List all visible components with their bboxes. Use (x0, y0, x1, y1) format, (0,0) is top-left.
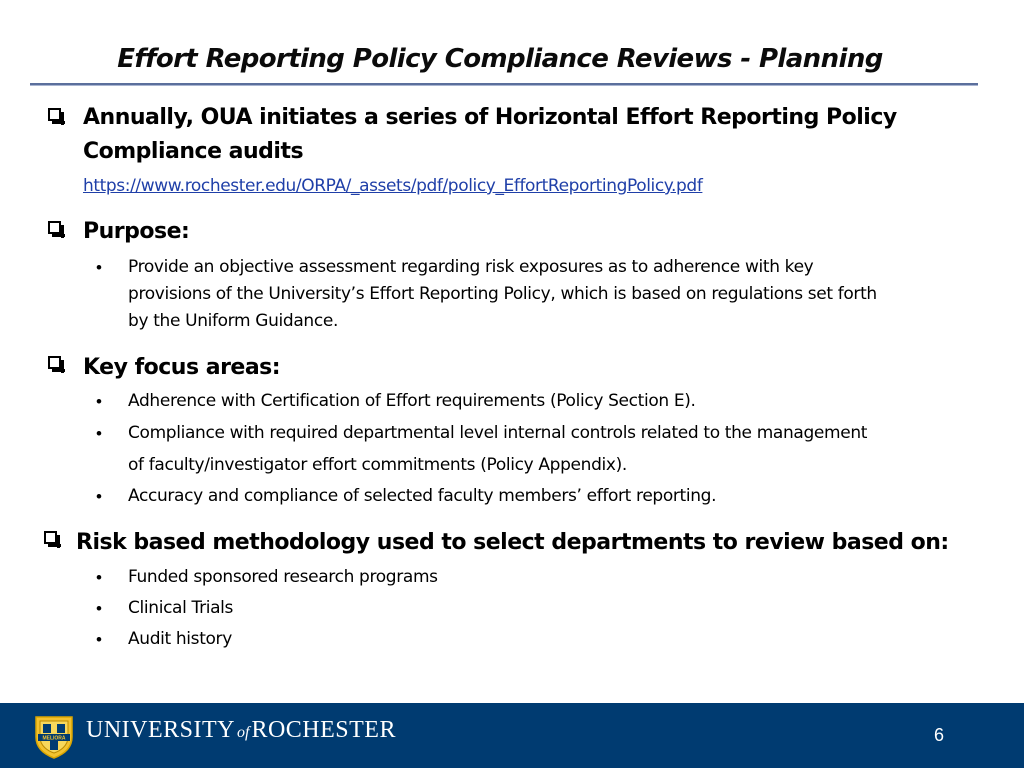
section-heading-risk-methodology: Risk based methodology used to select departments to review based on: (76, 530, 949, 555)
square-bullet-icon (48, 108, 61, 121)
slide-title: Effort Reporting Policy Compliance Reviews - Planning (117, 44, 883, 74)
purpose-item-cont: by the Uniform Guidance. (128, 311, 339, 331)
university-shield-icon (32, 713, 76, 759)
focus-item: Adherence with Certification of Effort requirements (Policy Section E). (128, 391, 696, 411)
risk-item: Funded sponsored research programs (128, 567, 438, 587)
bullet-dot-icon: • (96, 392, 102, 411)
page-number: 6 (933, 725, 944, 745)
focus-item: Compliance with required departmental level internal controls related to the management (128, 423, 868, 443)
bullet-dot-icon: • (96, 630, 102, 649)
square-bullet-icon (44, 531, 57, 544)
wordmark-university: UNIVERSITY (86, 717, 235, 743)
wordmark-rochester: ROCHESTER (251, 717, 396, 743)
title-underline (30, 83, 978, 86)
bullet-dot-icon: • (96, 258, 102, 277)
section-heading-annual-audits-cont: Compliance audits (83, 139, 304, 164)
policy-pdf-link[interactable]: https://www.rochester.edu/ORPA/_assets/pdf/policy_EffortReportingPolicy.pdf (83, 176, 703, 196)
focus-item-cont: of faculty/investigator effort commitments (Policy Appendix). (128, 455, 627, 475)
purpose-item: Provide an objective assessment regarding risk exposures as to adherence with key (128, 257, 814, 277)
bullet-dot-icon: • (96, 568, 102, 587)
section-heading-key-focus: Key focus areas: (83, 355, 281, 380)
risk-item: Clinical Trials (128, 598, 234, 618)
square-bullet-icon (48, 356, 61, 369)
bullet-dot-icon: • (96, 424, 102, 443)
bullet-dot-icon: • (96, 487, 102, 506)
focus-item: Accuracy and compliance of selected faculty members’ effort reporting. (128, 486, 717, 506)
risk-item: Audit history (128, 629, 232, 649)
svg-text:MELIORA: MELIORA (42, 735, 66, 742)
footer-bar (0, 703, 1024, 768)
purpose-item-cont: provisions of the University’s Effort Reporting Policy, which is based on regulations set forth (128, 284, 877, 304)
university-wordmark (86, 717, 396, 744)
section-heading-purpose: Purpose: (83, 219, 190, 244)
square-bullet-icon (48, 221, 61, 234)
bullet-dot-icon: • (96, 599, 102, 618)
wordmark-of: of (237, 724, 250, 741)
section-heading-annual-audits: Annually, OUA initiates a series of Horizontal Effort Reporting Policy (83, 105, 897, 130)
